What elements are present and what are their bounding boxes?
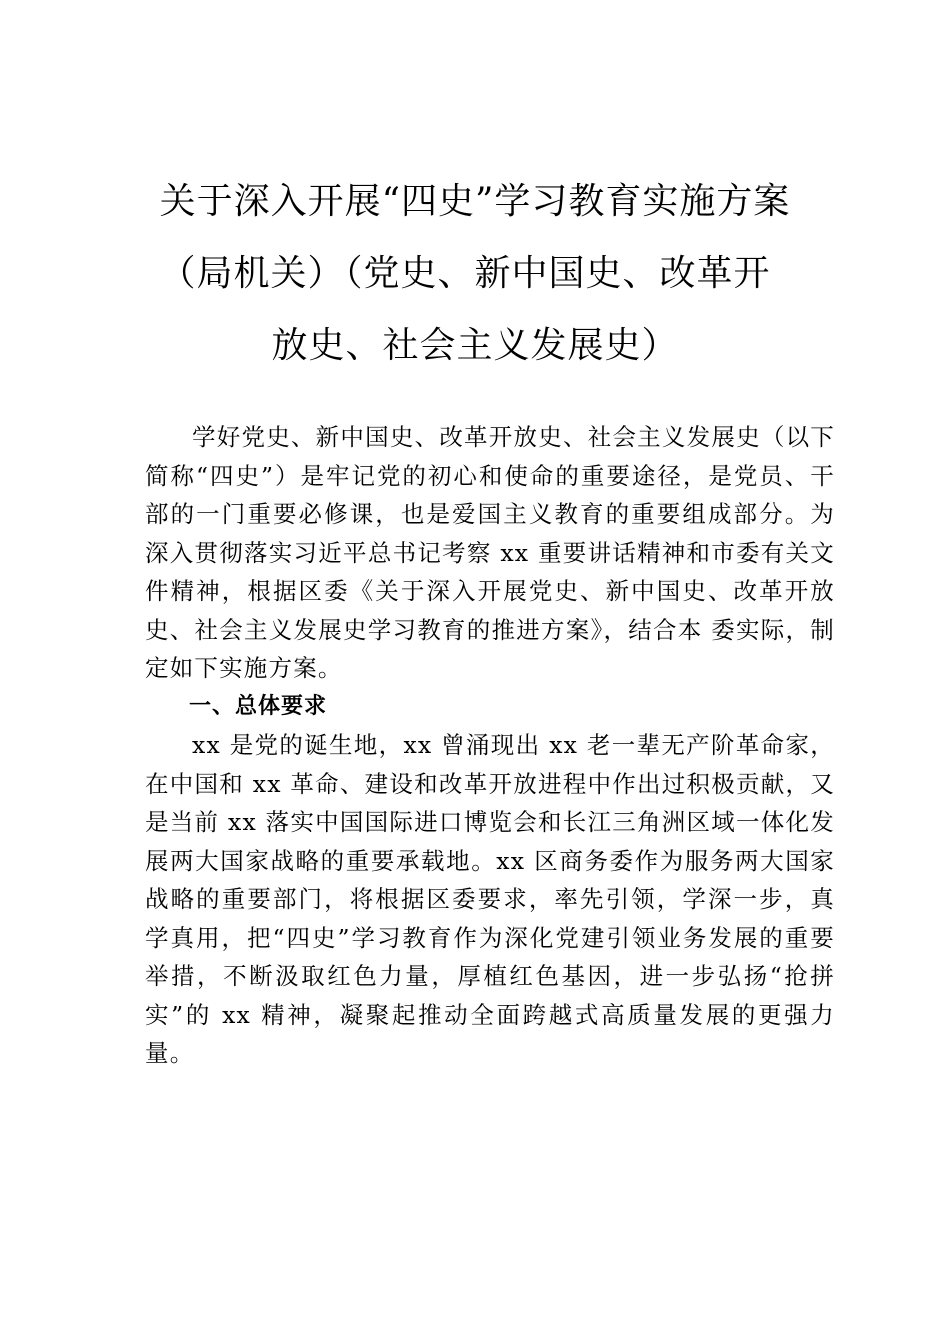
title-line-2: （局机关）（党史、新中国史、改革开 — [159, 253, 771, 294]
title-line-1: 关于深入开展“四史”学习教育实施方案 — [159, 181, 791, 222]
section-paragraph-general-requirements: xx 是党的诞生地，xx 曾涌现出 xx 老一辈无产阶革命家，在中国和 xx 革命、建设和改革开放进程中作出过积极贡献，又是当前 xx 落实中国国际进口博览会和长江三角洲区域一体化发展两大国家战略的重要承载地。xx 区商务委作为服务两大国家战略的重要部门，将根据区委要求，率先引领，学深一步，真学真用，把“四史”学习教育作为深化党建引领业务发展的重要举措，不断汲取红色力量，厚植红色基因，进一步弘扬“抢拼实”的 xx 精神，凝聚起推动全面跨越式高质量发展的更强力量。 — [145, 731, 835, 1067]
title-line-3: 放史、社会主义发展史） — [271, 325, 679, 366]
section-heading-general-requirements: 一、总体要求 — [189, 693, 328, 719]
document-title — [120, 166, 830, 382]
intro-paragraph: 学好党史、新中国史、改革开放史、社会主义发展史（以下简称“四史”）是牢记党的初心和使命的重要途径，是党员、干部的一门重要必修课，也是爱国主义教育的重要组成部分。为深入贯彻落实习近平总书记考察 xx 重要讲话精神和市委有关文件精神，根据区委《关于深入开展党史、新中国史、改革开放史、社会主义发展史学习教育的推进方案》，结合本 委实际，制定如下实施方案。 — [145, 423, 835, 682]
document-body — [145, 418, 835, 1073]
